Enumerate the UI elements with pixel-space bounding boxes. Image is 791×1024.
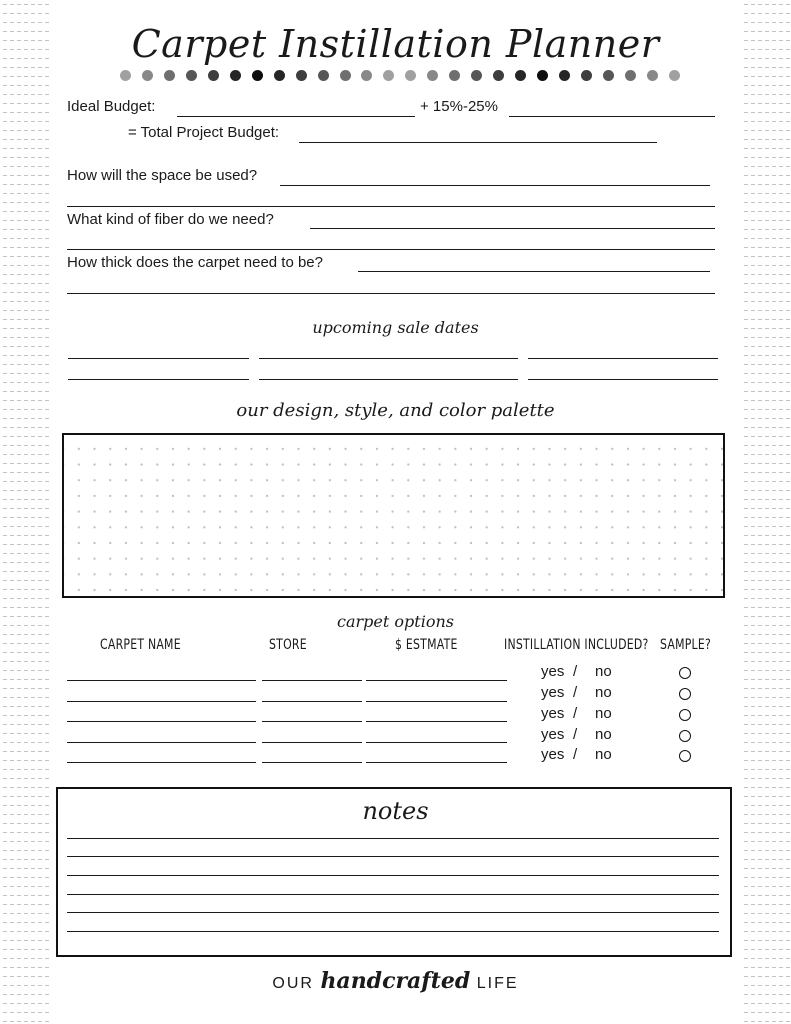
option-separator: / [573, 705, 578, 722]
space-question: How will the space be used? [67, 167, 258, 184]
footer-handcrafted: handcrafted [320, 968, 471, 994]
space-answer-line-1[interactable] [280, 185, 710, 186]
carpet-option-field[interactable] [67, 721, 256, 722]
design-heading: our design, style, and color palette [236, 400, 555, 421]
sample-checkbox[interactable] [679, 730, 691, 742]
divider-dot [669, 70, 680, 81]
carpet-option-field[interactable] [262, 701, 362, 702]
sale-dates-heading: upcoming sale dates [312, 318, 479, 337]
sample-checkbox[interactable] [679, 688, 691, 700]
install-no-option[interactable]: no [595, 684, 612, 701]
divider-dot [120, 70, 131, 81]
install-yes-option[interactable]: yes [541, 746, 565, 763]
divider-dot [625, 70, 636, 81]
divider-dot [427, 70, 438, 81]
design-dot-grid[interactable] [62, 433, 725, 598]
thickness-answer-line-1[interactable] [358, 271, 710, 272]
carpet-options-heading: carpet options [337, 612, 454, 631]
footer-our: OUR [272, 975, 314, 992]
carpet-option-field[interactable] [67, 701, 256, 702]
divider-dot [383, 70, 394, 81]
divider-dot [603, 70, 614, 81]
sale-date-field[interactable] [528, 358, 718, 359]
col-installation-included: INSTILLATION INCLUDED? [504, 637, 649, 653]
divider-dot [340, 70, 351, 81]
divider-dot [142, 70, 153, 81]
thickness-question: How thick does the carpet need to be? [67, 254, 323, 271]
ideal-budget-label: Ideal Budget: [67, 98, 156, 115]
carpet-option-field[interactable] [67, 680, 256, 681]
divider-dot [296, 70, 307, 81]
divider-dot [493, 70, 504, 81]
divider-dot [405, 70, 416, 81]
carpet-option-field[interactable] [262, 680, 362, 681]
carpet-option-field[interactable] [366, 701, 507, 702]
notes-heading: notes [362, 797, 429, 825]
left-dash-border [0, 0, 50, 1024]
footer-brand [52, 968, 739, 994]
space-answer-line-2[interactable] [67, 206, 715, 207]
carpet-option-field[interactable] [366, 721, 507, 722]
notes-line[interactable] [67, 894, 719, 895]
title-dot-divider [120, 70, 680, 81]
divider-dot [230, 70, 241, 81]
percent-label: + 15%-25% [420, 98, 498, 115]
thickness-answer-line-2[interactable] [67, 293, 715, 294]
divider-dot [647, 70, 658, 81]
notes-line[interactable] [67, 912, 719, 913]
carpet-option-field[interactable] [366, 762, 507, 763]
col-carpet-name: CARPET NAME [100, 637, 181, 653]
divider-dot [537, 70, 548, 81]
divider-dot [252, 70, 263, 81]
divider-dot [208, 70, 219, 81]
option-separator: / [573, 684, 578, 701]
notes-line[interactable] [67, 856, 719, 857]
carpet-option-field[interactable] [262, 721, 362, 722]
fiber-question: What kind of fiber do we need? [67, 211, 274, 228]
install-yes-option[interactable]: yes [541, 705, 565, 722]
option-separator: / [573, 726, 578, 743]
fiber-answer-line-1[interactable] [310, 228, 715, 229]
divider-dot [274, 70, 285, 81]
sale-date-field[interactable] [68, 358, 249, 359]
install-no-option[interactable]: no [595, 746, 612, 763]
sample-checkbox[interactable] [679, 709, 691, 721]
divider-dot [559, 70, 570, 81]
carpet-option-field[interactable] [262, 742, 362, 743]
divider-dot [515, 70, 526, 81]
col-store: STORE [269, 637, 307, 653]
install-no-option[interactable]: no [595, 705, 612, 722]
install-no-option[interactable]: no [595, 663, 612, 680]
total-budget-field[interactable] [299, 142, 657, 143]
page-title: Carpet Instillation Planner [131, 22, 660, 66]
install-no-option[interactable]: no [595, 726, 612, 743]
divider-dot [361, 70, 372, 81]
planner-page [52, 0, 739, 1024]
install-yes-option[interactable]: yes [541, 684, 565, 701]
ideal-budget-field[interactable] [177, 116, 415, 117]
divider-dot [318, 70, 329, 81]
right-dash-border [741, 0, 791, 1024]
sale-date-field[interactable] [259, 358, 518, 359]
total-budget-label: = Total Project Budget: [128, 124, 280, 141]
carpet-option-field[interactable] [67, 742, 256, 743]
carpet-option-field[interactable] [262, 762, 362, 763]
divider-dot [581, 70, 592, 81]
sample-checkbox[interactable] [679, 667, 691, 679]
notes-line[interactable] [67, 838, 719, 839]
carpet-option-field[interactable] [366, 680, 507, 681]
option-separator: / [573, 663, 578, 680]
install-yes-option[interactable]: yes [541, 663, 565, 680]
sale-date-field[interactable] [68, 379, 249, 380]
col-estimate: $ ESTMATE [395, 637, 458, 653]
sale-date-field[interactable] [259, 379, 518, 380]
notes-line[interactable] [67, 875, 719, 876]
percent-field[interactable] [509, 116, 715, 117]
divider-dot [449, 70, 460, 81]
divider-dot [186, 70, 197, 81]
fiber-answer-line-2[interactable] [67, 249, 715, 250]
notes-line[interactable] [67, 931, 719, 932]
footer-life: LIFE [476, 975, 519, 992]
col-sample: SAMPLE? [660, 637, 712, 653]
sale-date-field[interactable] [528, 379, 718, 380]
option-separator: / [573, 746, 578, 763]
carpet-option-field[interactable] [366, 742, 507, 743]
sample-checkbox[interactable] [679, 750, 691, 762]
divider-dot [471, 70, 482, 81]
install-yes-option[interactable]: yes [541, 726, 565, 743]
divider-dot [164, 70, 175, 81]
carpet-option-field[interactable] [67, 762, 256, 763]
